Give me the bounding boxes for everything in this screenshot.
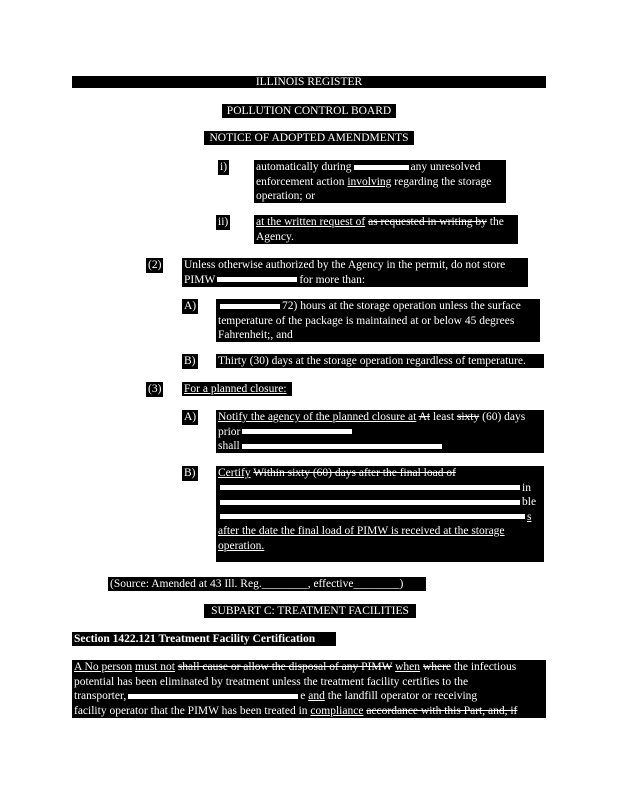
section-heading: Section 1422.121 Treatment Facility Certification bbox=[72, 632, 336, 646]
para-3b-label: B) bbox=[184, 467, 196, 479]
subpart-heading: SUBPART C: TREATMENT FACILITIES bbox=[204, 604, 416, 618]
header-register-bar bbox=[72, 76, 546, 88]
para-2-label: (2) bbox=[148, 259, 162, 271]
para-2a-label: A) bbox=[184, 300, 197, 312]
item-i-label: i) bbox=[220, 161, 228, 173]
para-3b-text: Certify Within sixty (60) days after the final load of in ble s after the date the final load of PIMW is received at the storage operation. bbox=[216, 466, 544, 562]
item-i-text: automatically during any unresolved enforcement action involving regarding the storage operation; or bbox=[254, 160, 506, 203]
para-3-text: For a planned closure: bbox=[182, 382, 292, 396]
notice-title: NOTICE OF ADOPTED AMENDMENTS bbox=[204, 131, 414, 145]
para-2-text: Unless otherwise authorized by the Agency in the permit, do not store PIMW for more than: bbox=[182, 258, 528, 287]
para-2b-text: Thirty (30) days at the storage operation regardless of temperature. bbox=[216, 354, 544, 368]
item-ii-label: ii) bbox=[218, 216, 229, 228]
para-3a-text: Notify the agency of the planned closure at At least sixty (60) days prior shall bbox=[216, 410, 544, 453]
para-3a-label: A) bbox=[184, 411, 197, 423]
register-title: ILLINOIS REGISTER bbox=[255, 76, 363, 88]
para-3-label: (3) bbox=[148, 383, 162, 395]
para-2a-text: 72) hours at the storage operation unless the surface temperature of the package is maintained at or below 45 degrees Fahrenheit;, and bbox=[216, 299, 540, 342]
section-body: A No person must not shall cause or allow the disposal of any PIMW when where the infectious potential has been eliminated by treatment unless the treatment facility certifies to the transporter, e and the landfill operator or receiving facility operator that the PIMW has been treated in compliance accordance with this Part, and, if bbox=[72, 660, 546, 718]
para-2b-label: B) bbox=[184, 355, 196, 367]
source-note: (Source: Amended at 43 Ill. Reg.________, effective________) bbox=[108, 577, 426, 591]
board-title: POLLUTION CONTROL BOARD bbox=[222, 104, 396, 118]
item-ii-text: at the written request of as requested in writing by the Agency. bbox=[254, 215, 518, 244]
